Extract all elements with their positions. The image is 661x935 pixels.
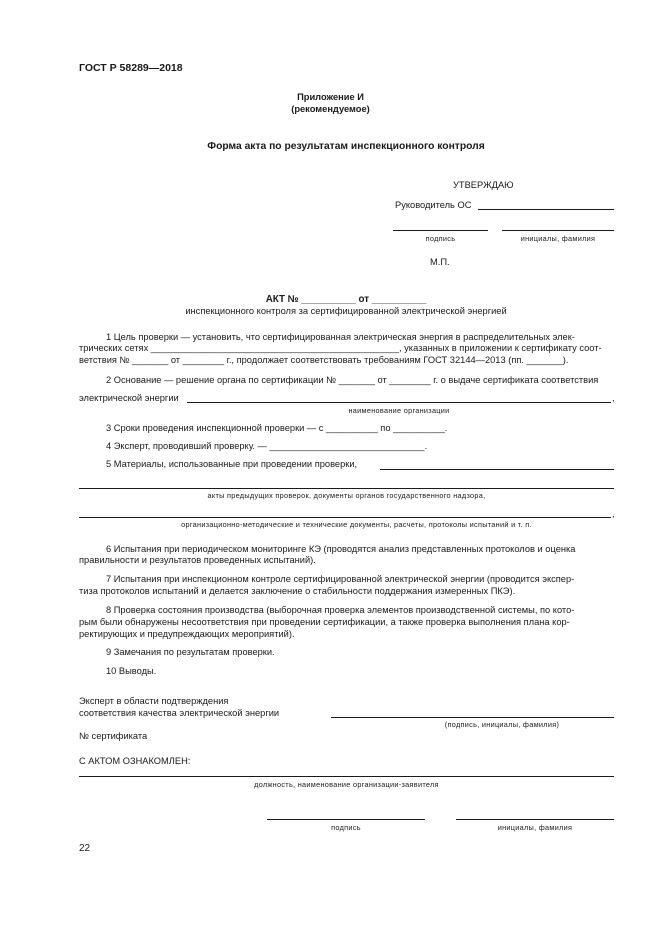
item-8-line-1: 8 Проверка состояния производства (выборочная проверка элементов производственной системы, по кото- bbox=[106, 605, 575, 615]
item-4: 4 Эксперт, проводивший проверку. — ______________________________. bbox=[106, 441, 428, 451]
item-10: 10 Выводы. bbox=[106, 666, 157, 676]
item-2-line-2: электрической энергии bbox=[79, 393, 179, 403]
approval-name-line bbox=[502, 230, 614, 231]
certificate-number-label: № сертификата bbox=[79, 731, 148, 741]
position-line bbox=[79, 776, 614, 777]
applicant-name-caption: инициалы, фамилия bbox=[497, 823, 573, 832]
acquainted-label: С АКТОМ ОЗНАКОМЛЕН: bbox=[79, 756, 191, 766]
organization-name-line bbox=[187, 402, 611, 403]
act-subheading: инспекционного контроля за сертифицированной электрической энергией bbox=[185, 306, 507, 316]
expert-label-line-1: Эксперт в области подтверждения bbox=[79, 696, 229, 706]
item-9: 9 Замечания по результатам проверки. bbox=[106, 647, 275, 657]
item-6-line-2: правильности и результатов проведенных испытаний). bbox=[79, 555, 316, 565]
item-2-line-1: 2 Основание — решение органа по сертификации № _______ от ________ г. о выдаче сертификата соответствия bbox=[106, 375, 599, 385]
item-5: 5 Материалы, использованные при проведении проверки, bbox=[106, 459, 358, 469]
applicant-signature-caption: подпись bbox=[331, 823, 361, 832]
item-5-comma: , bbox=[612, 509, 615, 519]
item-7-line-1: 7 Испытания при инспекционном контроле сертифицированной электрической энергии (проводится экспер- bbox=[106, 574, 575, 584]
expert-signature-line bbox=[331, 717, 614, 718]
item-1-line-3: ветствия № _______ от ________ г., продолжает соответствовать требованиям ГОСТ 32144—2013 (пп. _______). bbox=[79, 355, 569, 365]
appendix-subtitle: (рекомендуемое) bbox=[291, 104, 370, 114]
expert-signature-caption: (подпись, инициалы, фамилия) bbox=[444, 720, 560, 729]
materials-caption-1: акты предыдущих проверок, документы органов государственного надзора, bbox=[207, 491, 486, 500]
item-3: 3 Сроки проведения инспекционной проверки — с __________ по __________. bbox=[106, 423, 448, 433]
approval-signature-line bbox=[393, 230, 488, 231]
materials-caption-2: организационно-методические и технические документы, расчеты, протоколы испытаний и т. п. bbox=[181, 520, 532, 529]
page-number: 22 bbox=[79, 843, 91, 854]
standard-number: ГОСТ Р 58289—2018 bbox=[79, 62, 183, 74]
approval-signature-caption: подпись bbox=[425, 234, 456, 243]
item-7-line-2: тиза протоколов испытаний и делается заключение о стабильности поддержания измеренных ПКЭ). bbox=[79, 586, 516, 596]
approve-label: УТВЕРЖДАЮ bbox=[453, 180, 514, 190]
head-signature-line bbox=[478, 209, 614, 210]
position-caption: должность, наименование организации-заявителя bbox=[254, 780, 439, 789]
materials-line-3 bbox=[79, 517, 611, 518]
form-title: Форма акта по результатам инспекционного контроля bbox=[207, 141, 485, 152]
item-1-line-2: трических сетях ________________________________________________, указанных в приложении к сертификату соот- bbox=[79, 343, 602, 353]
expert-label-line-2: соответствия качества электрической энергии bbox=[79, 708, 280, 718]
materials-line-1 bbox=[380, 469, 614, 470]
applicant-name-line bbox=[456, 819, 614, 820]
appendix-title: Приложение И bbox=[297, 92, 364, 102]
item-1-line-1: 1 Цель проверки — установить, что сертифицированная электрическая энергия в распределительных элек- bbox=[106, 332, 575, 342]
organization-name-caption: наименование организации bbox=[348, 406, 450, 415]
item-2-comma: , bbox=[612, 393, 615, 403]
act-heading: АКТ № __________ от __________ bbox=[265, 294, 427, 305]
head-label: Руководитель ОС bbox=[395, 200, 472, 210]
item-8-line-3: ректирующих и предупреждающих мероприятий). bbox=[79, 629, 295, 639]
item-6-line-1: 6 Испытания при периодическом мониторинге КЭ (проводятся анализ представленных протоколов и оценка bbox=[106, 544, 576, 554]
materials-line-2 bbox=[79, 488, 614, 489]
applicant-signature-line bbox=[267, 819, 425, 820]
stamp-label: М.П. bbox=[430, 257, 450, 267]
approval-name-caption: инициалы, фамилия bbox=[520, 234, 596, 243]
item-8-line-2: рым были обнаружены несоответствия при проведении сертификации, а также проверка выполнения плана кор- bbox=[79, 617, 570, 627]
